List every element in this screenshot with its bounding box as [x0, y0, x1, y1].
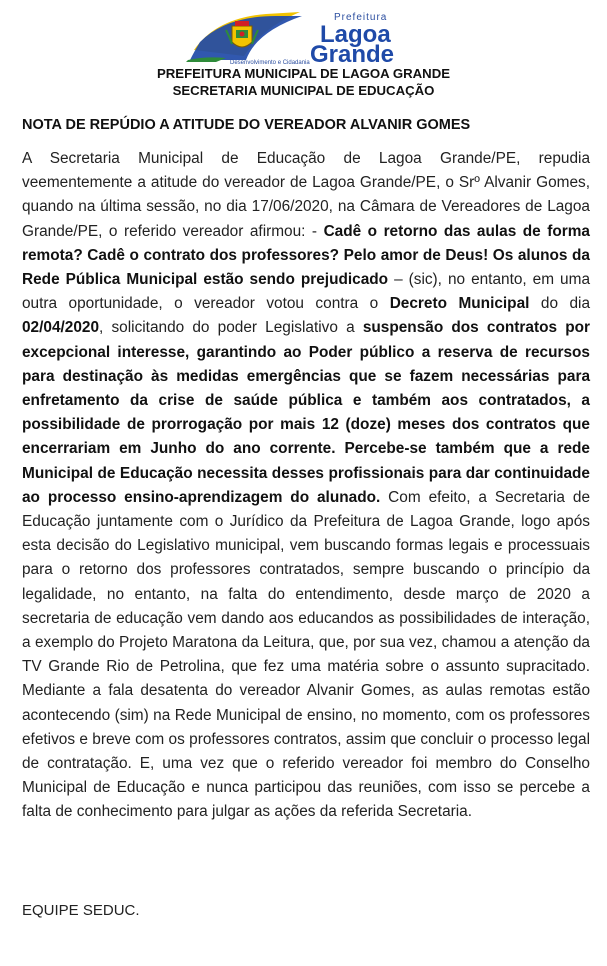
logo-tagline: Desenvolvimento e Cidadania [230, 60, 310, 66]
body-bold-quote: Cadê o retorno das aulas de forma remota? Cadê o contrato dos professores? Pelo amor de Deus! Os alunos da Rede Pública Municipal estão sendo prejudicado [22, 222, 590, 289]
body-text-5: Com efeito, a Secretaria de Educação juntamente com o Jurídico da Prefeitura de Lagoa Grande, logo após esta decisão do Legislativo municipal, vem buscando formas legais e processuais para o retorno dos professores contratados, sempre buscando o princípio da legalidade, no entanto, na falta do entendimento, desde março de 2020 a secretaria de educação vem dando aos educandos as possibilidades de interação, a exemplo do Projeto Maratona da Leitura, que, por sua vez, chamou a atenção da TV Grande Rio de Petrolina, que fez uma matéria sobre o assunto supracitado. Mediante a fala desatenta do vereador Alvanir Gomes, as aulas remotas estão acontecendo (sim) na Rede Municipal de ensino, no momento, com os professores efetivos e breve com os professores contratos, assim que concluir o processo legal de contratação. E, uma vez que o referido vereador foi membro do Conselho Municipal de Educação e nunca participou das reuniões, com isso se percebe a falta de conhecimento para julgar as ações da referida Secretaria. [22, 488, 591, 821]
logo-grande-text: Grande [310, 41, 395, 68]
header-secretariat: SECRETARIA MUNICIPAL DE EDUCAÇÃO [172, 83, 435, 98]
logo-lagoa-text: Lagoa [320, 21, 391, 48]
document-title: NOTA DE REPÚDIO A ATITUDE DO VEREADOR ALVANIR GOMES [22, 117, 471, 133]
body-bold-decree: Decreto Municipal [389, 295, 530, 313]
body-paragraph [22, 147, 590, 825]
body-text-3: do dia [529, 295, 591, 313]
logo-prefeitura-text: Prefeitura [334, 12, 388, 23]
body-bold-date: 02/04/2020 [22, 319, 100, 337]
body-text-2: – (sic), no entanto, em uma outra oportunidade, o vereador votou contra o [22, 271, 590, 313]
body-text-4: , solicitando do poder Legislativo a [99, 319, 363, 337]
body-bold-suspension: suspensão dos contratos por excepcional interesse, garantindo ao Poder público a reserva de recursos para destinação às medidas emergências que se fazem necessárias para enfretamento da crise de saúde pública e também aos contratados, a possibilidade de prorrogação por mais 12 (doze) meses dos contratos que encerrariam em Junho do ano corrente. Percebe-se também que a rede Municipal de Educação necessita desses profissionais para dar continuidade ao processo ensino-aprendizagem do alunado. [22, 319, 590, 506]
body-text-1: A Secretaria Municipal de Educação de Lagoa Grande/PE, repudia veementemente a atitude do vereador de Lagoa Grande/PE, o Srº Alvanir Gomes, quando na última sessão, no dia 17/06/2020, na Câmara de Vereadores de Lagoa Grande/PE, o referido vereador afirmou: - [22, 150, 590, 240]
prefeitura-logo [186, 8, 426, 70]
signature: EQUIPE SEDUC. [22, 902, 140, 919]
logo-flag-emblem [186, 12, 304, 62]
header-municipality: PREFEITURA MUNICIPAL DE LAGOA GRANDE [156, 66, 451, 81]
